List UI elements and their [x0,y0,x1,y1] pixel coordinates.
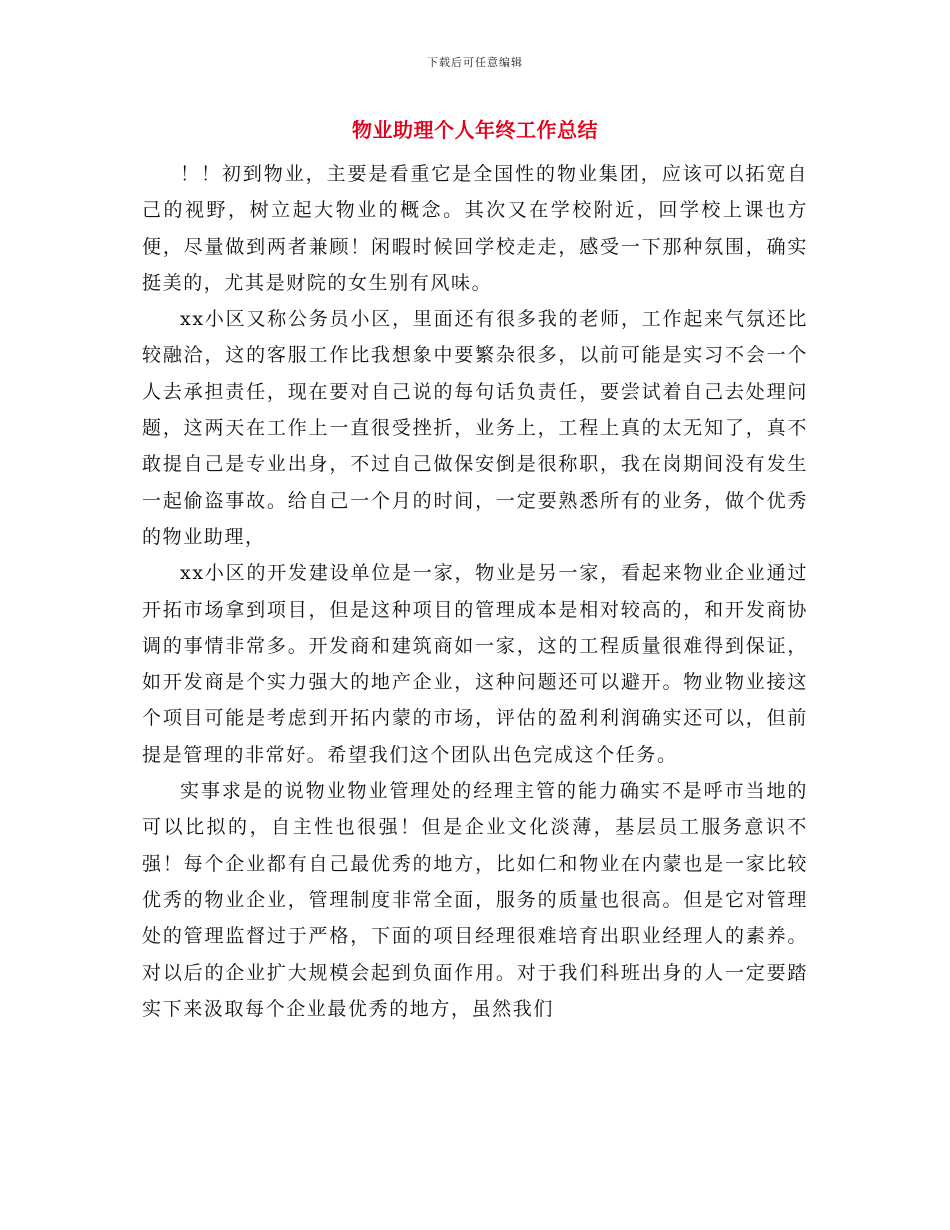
document-title: 物业助理个人年终工作总结 [352,118,598,142]
paragraph-4: 实事求是的说物业物业管理处的经理主管的能力确实不是呼市当地的可以比拟的，自主性也很强！但是企业文化淡薄，基层员工服务意识不强！每个企业都有自己最优秀的地方，比如仁和物业在内蒙也是一家比较优秀的物业企业，管理制度非常全面，服务的质量也很高。但是它对管理处的管理监督过于严格，下面的项目经理很难培育出职业经理人的素养。对以后的企业扩大规模会起到负面作用。对于我们科班出身的人一定要踏实下来汲取每个企业最优秀的地方，虽然我们 [142,780,808,1020]
document-body [142,156,808,1027]
paragraph-3: xx小区的开发建设单位是一家，物业是另一家，看起来物业企业通过开拓市场拿到项目，但是这种项目的管理成本是相对较高的，和开发商协调的事情非常多。开发商和建筑商如一家，这的工程质量很难得到保证，如开发商是个实力强大的地产企业，这种问题还可以避开。物业物业接这个项目可能是考虑到开拓内蒙的市场，评估的盈利利润确实还可以，但前提是管理的非常好。希望我们这个团队出色完成这个任务。 [142,562,808,766]
paragraph-2: xx小区又称公务员小区，里面还有很多我的老师，工作起来气氛还比较融洽，这的客服工作比我想象中要繁杂很多，以前可能是实习不会一个人去承担责任，现在要对自己说的每句话负责任，要尝试着自己去处理问题，这两天在工作上一直很受挫折，业务上，工程上真的太无知了，真不敢提自己是专业出身，不过自己做保安倒是很称职，我在岗期间没有发生一起偷盗事故。给自己一个月的时间，一定要熟悉所有的业务，做个优秀的物业助理， [142,308,808,548]
header-note: 下载后可任意编辑 [427,56,523,69]
paragraph-1: ！！初到物业，主要是看重它是全国性的物业集团，应该可以拓宽自己的视野，树立起大物业的概念。其次又在学校附近，回学校上课也方便，尽量做到两者兼顾！闲暇时候回学校走走，感受一下那种氛围，确实挺美的，尤其是财院的女生别有风味。 [142,163,808,294]
